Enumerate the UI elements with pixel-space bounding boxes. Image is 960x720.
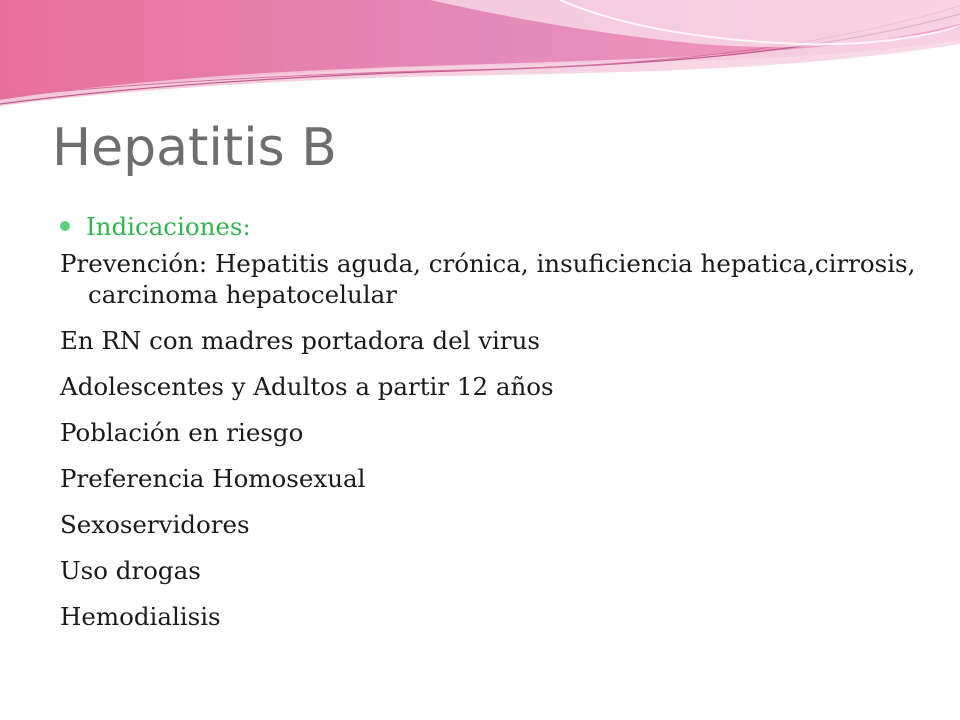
content-line: En RN con madres portadora del virus [60,326,540,355]
content-line: Hemodialisis [60,602,221,631]
content-line: Población en riesgo [60,418,304,447]
slide-content [60,204,920,647]
content-line: Preferencia Homosexual [60,464,366,493]
bullet-dot-icon [60,221,70,231]
slide-title: Hepatitis B [52,118,337,178]
content-line: Uso drogas [60,556,201,585]
bullet-heading: Indicaciones: [86,211,251,241]
bullet-item [60,204,920,248]
header-wave-decoration [0,0,960,115]
content-line: Sexoservidores [60,510,250,539]
content-line: Prevención: Hepatitis aguda, crónica, insuficiencia hepatica,cirrosis, carcinoma hepatocelular [60,249,916,309]
content-line: Adolescentes y Adultos a partir 12 años [60,372,554,401]
